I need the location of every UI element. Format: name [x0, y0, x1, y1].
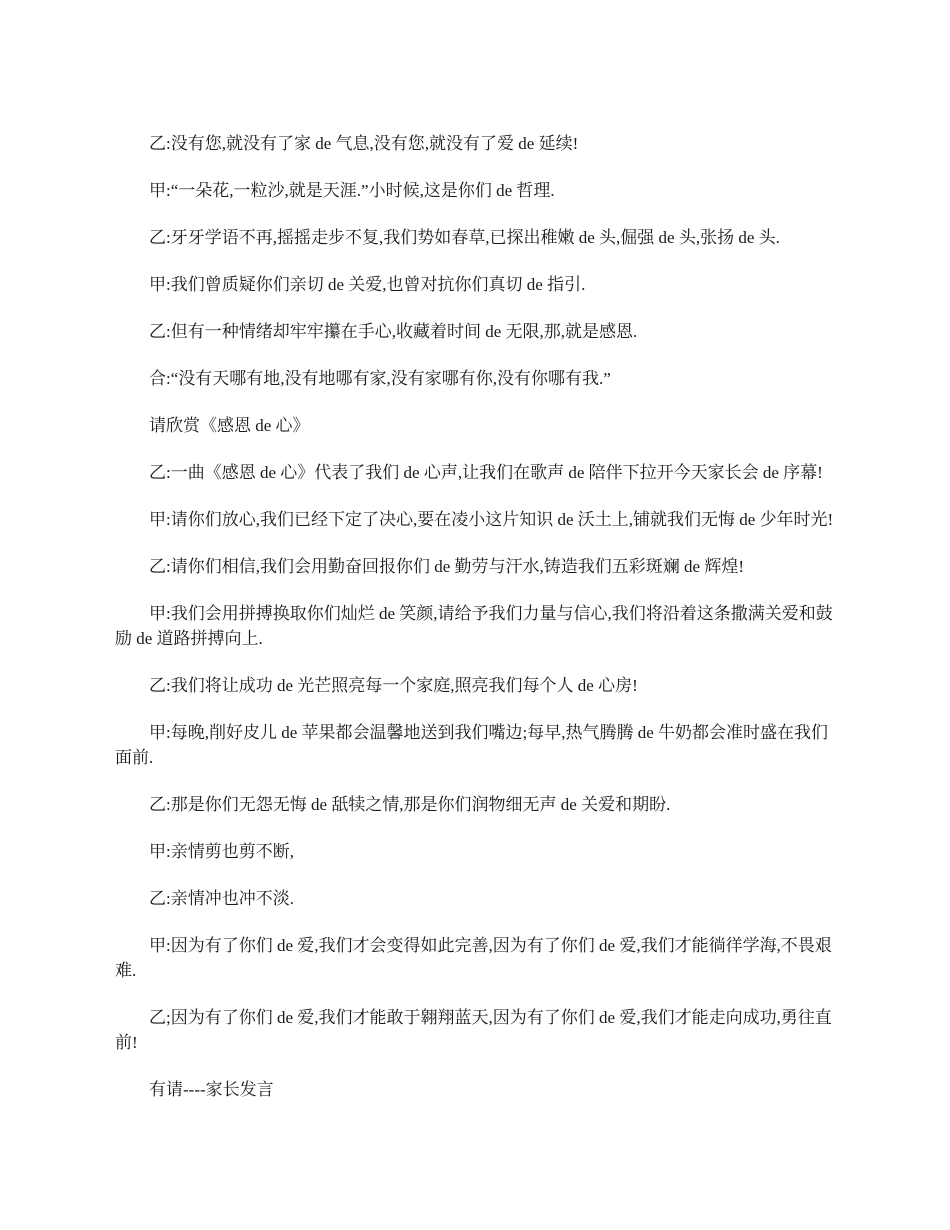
paragraph: 甲:我们会用拼搏换取你们灿烂 de 笑颜,请给予我们力量与信心,我们将沿着这条撒满关爱和鼓励 de 道路拼搏向上. — [115, 604, 833, 648]
paragraph: 甲:请你们放心,我们已经下定了决心,要在凌小这片知识 de 沃土上,铺就我们无悔 de 少年时光! — [149, 510, 834, 529]
paragraph: 乙:牙牙学语不再,摇摇走步不复,我们势如春草,已探出稚嫩 de 头,倔强 de 头,张扬 de 头. — [149, 228, 780, 247]
paragraph: 乙:请你们相信,我们会用勤奋回报你们 de 勤劳与汗水,铸造我们五彩斑斓 de 辉煌! — [149, 557, 744, 576]
paragraph: 有请----家长发言 — [149, 1080, 274, 1099]
paragraph: 乙;因为有了你们 de 爱,我们才能敢于翱翔蓝天,因为有了你们 de 爱,我们才能走向成功,勇往直前! — [115, 1008, 832, 1052]
paragraph: 合:“没有天哪有地,没有地哪有家,没有家哪有你,没有你哪有我.” — [149, 369, 611, 388]
paragraph: 乙:亲情冲也冲不淡. — [149, 889, 294, 908]
paragraph: 乙:我们将让成功 de 光芒照亮每一个家庭,照亮我们每个人 de 心房! — [149, 676, 638, 695]
paragraph: 乙:一曲《感恩 de 心》代表了我们 de 心声,让我们在歌声 de 陪伴下拉开今天家长会 de 序幕! — [149, 463, 823, 482]
paragraph: 乙:没有您,就没有了家 de 气息,没有您,就没有了爱 de 延续! — [149, 134, 579, 153]
paragraph: 甲:因为有了你们 de 爱,我们才会变得如此完善,因为有了你们 de 爱,我们才能徜徉学海,不畏艰难. — [115, 936, 832, 980]
paragraph: 甲:每晚,削好皮儿 de 苹果都会温馨地送到我们嘴边;每早,热气腾腾 de 牛奶都会准时盛在我们面前. — [115, 723, 829, 767]
document-body — [115, 131, 837, 1124]
paragraph: 乙:那是你们无怨无悔 de 舐犊之情,那是你们润物细无声 de 关爱和期盼. — [149, 795, 671, 814]
paragraph: 甲:亲情剪也剪不断, — [149, 842, 294, 861]
paragraph: 甲:我们曾质疑你们亲切 de 关爱,也曾对抗你们真切 de 指引. — [149, 275, 586, 294]
paragraph: 请欣赏《感恩 de 心》 — [149, 416, 310, 435]
paragraph: 乙:但有一种情绪却牢牢攥在手心,收藏着时间 de 无限,那,就是感恩. — [149, 322, 638, 341]
paragraph: 甲:“一朵花,一粒沙,就是天涯.”小时候,这是你们 de 哲理. — [149, 181, 555, 200]
